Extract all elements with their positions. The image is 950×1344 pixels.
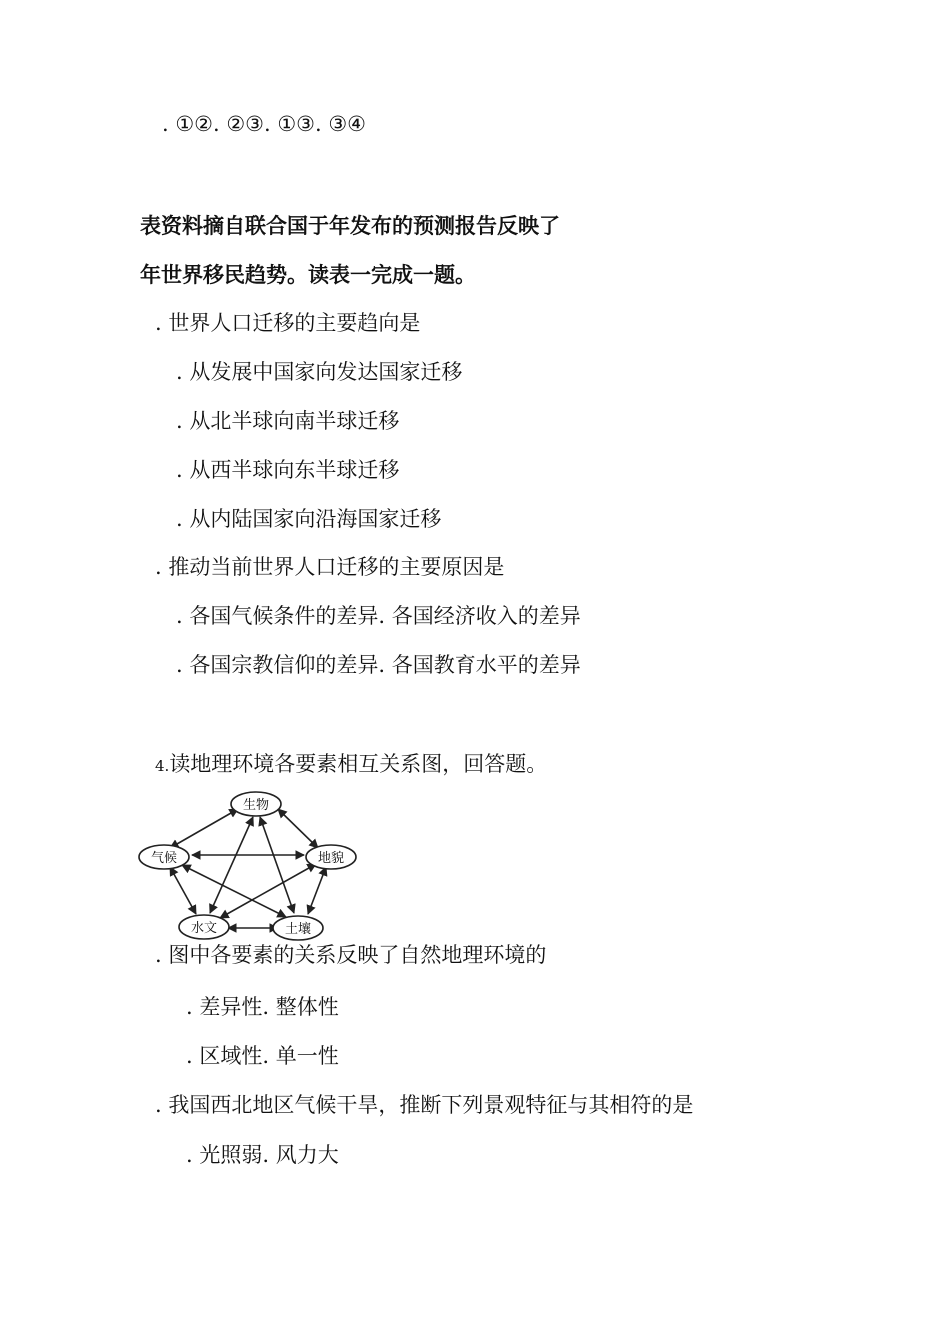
question-6-stem: . 我国西北地区气候干旱，推断下列景观特征与其相符的是 — [155, 1093, 694, 1117]
question-2-option: . 各国气候条件的差异. 各国经济收入的差异 — [176, 604, 581, 628]
question-1-option: . 从内陆国家向沿海国家迁移 — [176, 507, 442, 531]
passage-line-1: 表资料摘自联合国于年发布的预测报告反映了 — [140, 214, 560, 238]
question-4-text: 读地理环境各要素相互关系图，回答题。 — [169, 752, 548, 776]
question-1-option: . 从发展中国家向发达国家迁移 — [176, 360, 463, 384]
node-label-soil: 土壤 — [284, 922, 312, 937]
arrow-biology-climate — [170, 809, 238, 848]
arrow-biology-soil — [260, 817, 294, 913]
node-label-biology: 生物 — [242, 798, 270, 813]
arrow-biology-landform — [278, 809, 318, 848]
question-1-option: . 从西半球向东半球迁移 — [176, 458, 400, 482]
question-5-stem: . 图中各要素的关系反映了自然地理环境的 — [155, 943, 547, 967]
arrow-climate-soil — [182, 865, 286, 917]
question-5-option: . 差异性. 整体性 — [186, 995, 339, 1019]
question-6-option: . 光照弱. 风力大 — [186, 1143, 339, 1167]
question-2-stem: . 推动当前世界人口迁移的主要原因是 — [155, 555, 505, 579]
passage-line-2: 年世界移民趋势。读表一完成一题。 — [140, 263, 476, 287]
question-4-stem — [155, 750, 547, 780]
arrow-biology-hydrology — [210, 817, 253, 913]
question-1-option: . 从北半球向南半球迁移 — [176, 409, 400, 433]
question-2-option: . 各国宗教信仰的差异. 各国教育水平的差异 — [176, 653, 581, 677]
choices-top: . ①②. ②③. ①③. ③④ — [162, 112, 367, 136]
node-label-hydrology: 水文 — [190, 921, 218, 936]
question-5-option: . 区域性. 单一性 — [186, 1044, 339, 1068]
arrow-climate-hydrology — [170, 867, 196, 914]
node-label-climate: 气候 — [150, 851, 178, 866]
question-4-number: 4. — [155, 757, 170, 775]
question-1-stem: . 世界人口迁移的主要趋向是 — [155, 311, 421, 335]
node-label-landform: 地貌 — [317, 851, 345, 866]
geography-elements-diagram — [136, 786, 362, 946]
arrow-landform-soil — [308, 867, 326, 914]
